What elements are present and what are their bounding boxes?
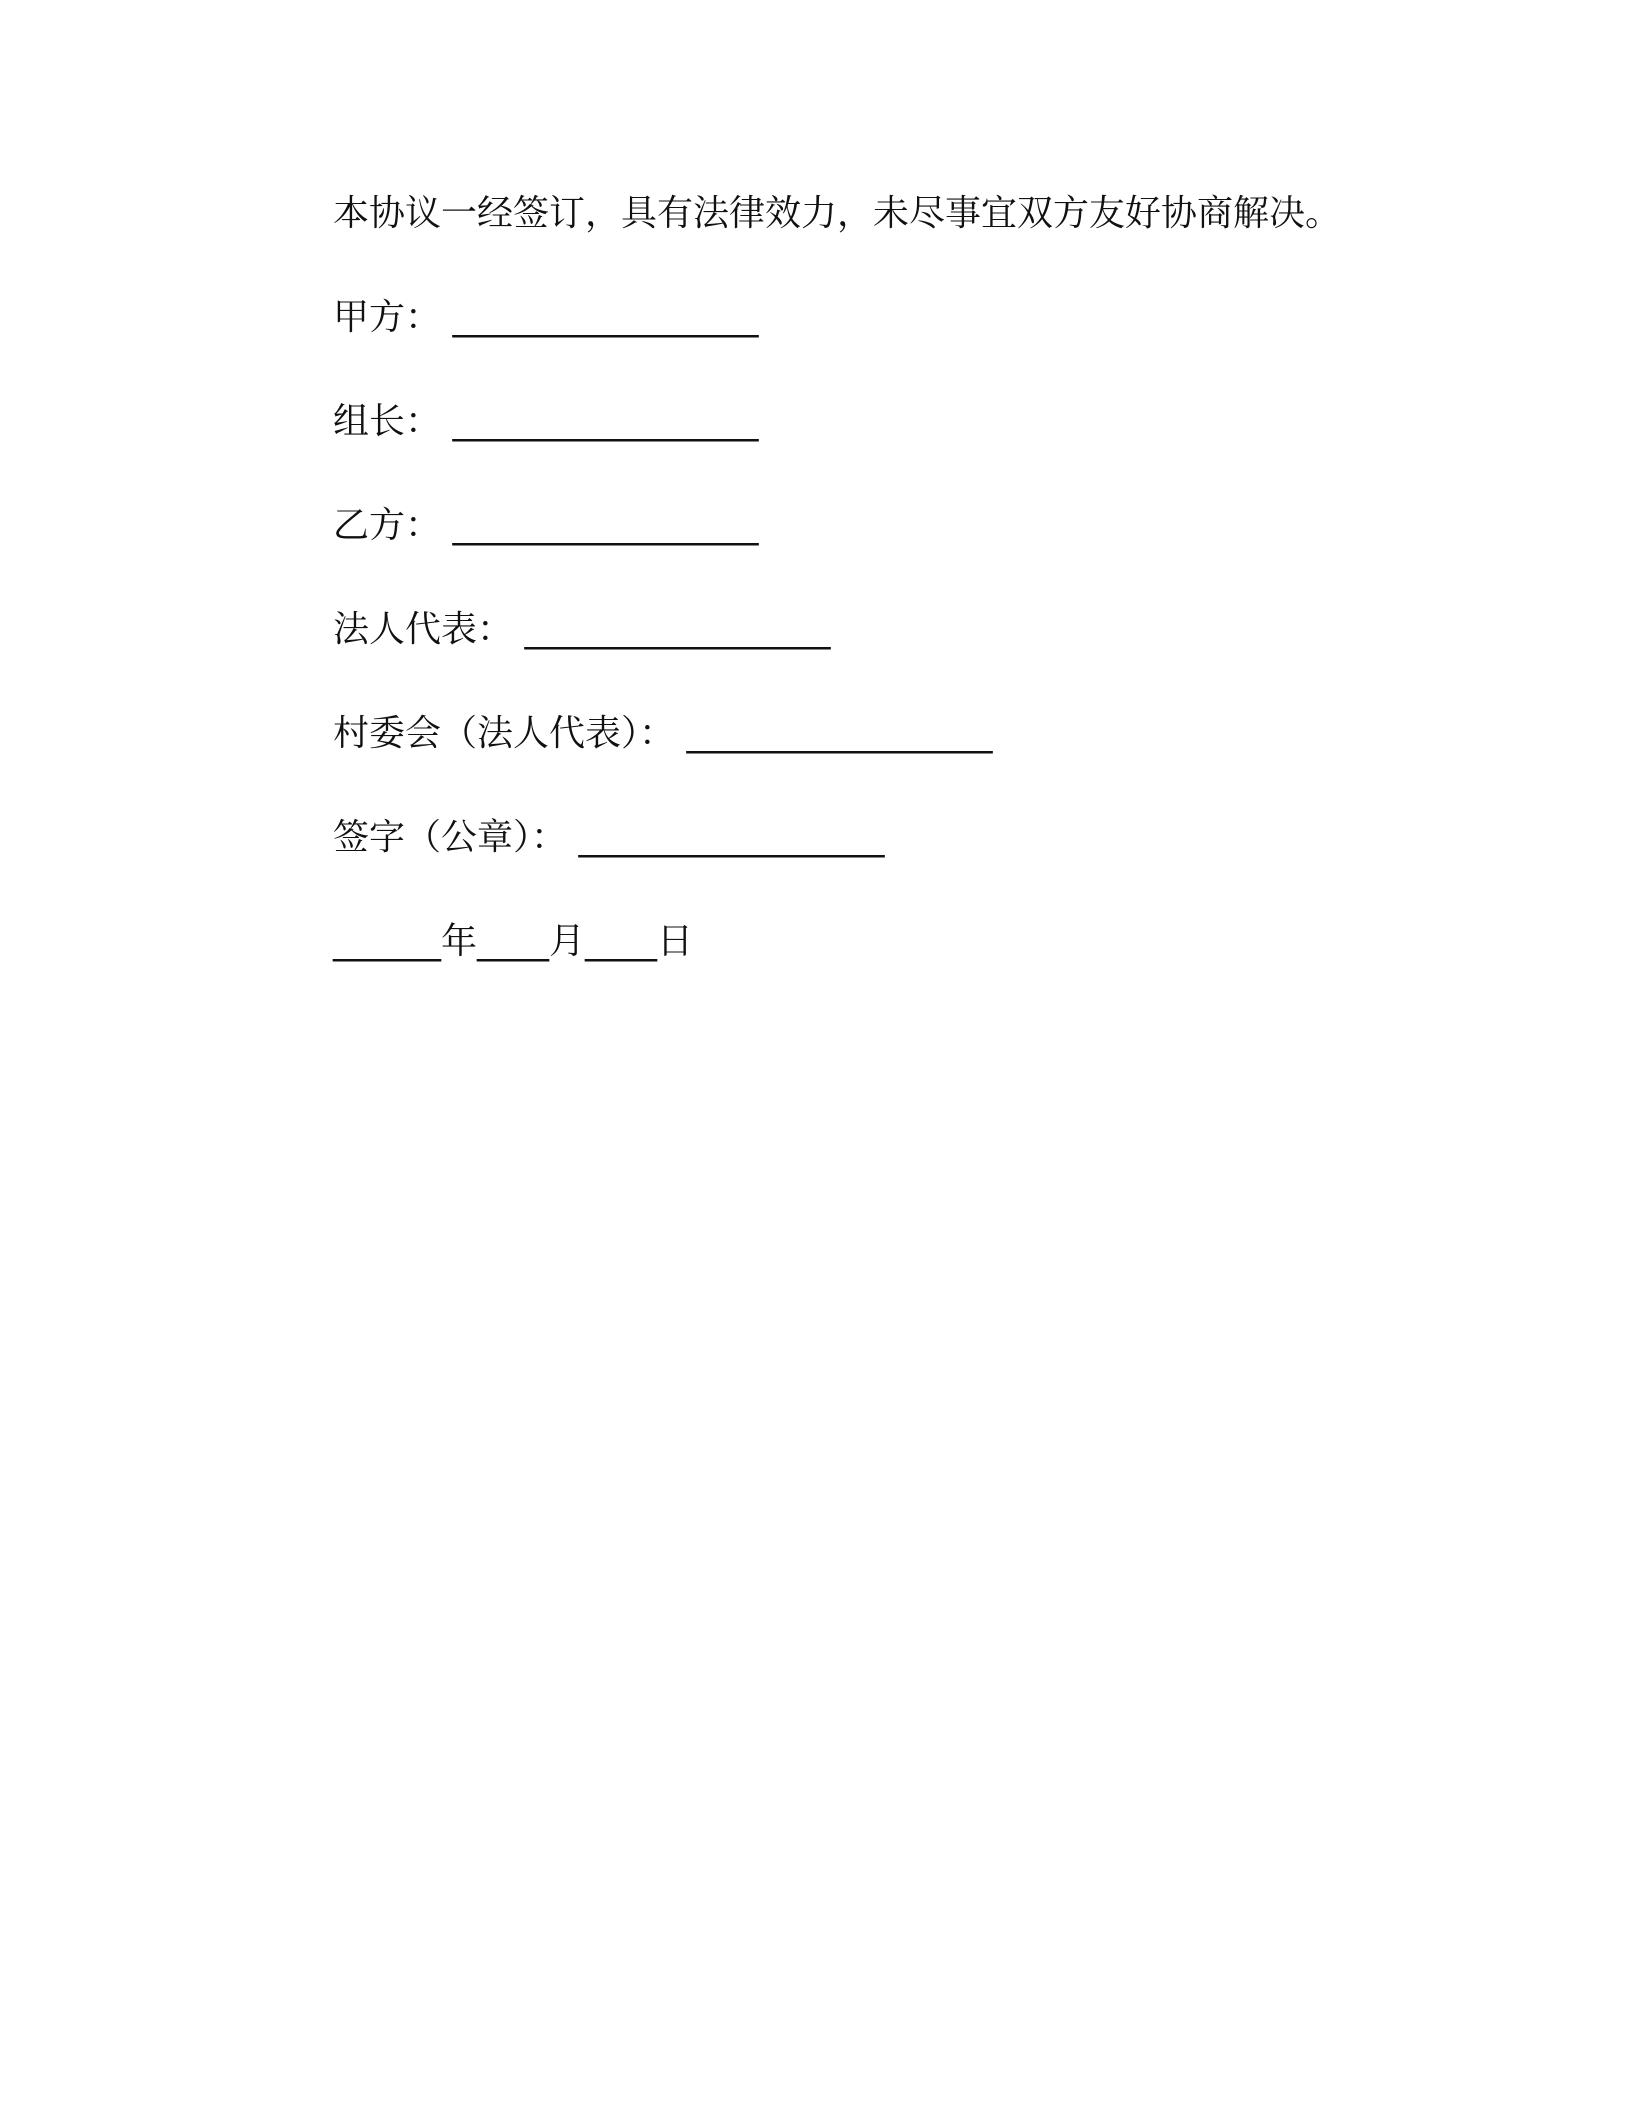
signature-blank: _________________ [524, 609, 831, 650]
closing-paragraph: 本协议一经签订，具有法律效力，未尽事宜双方友好协商解决。 [333, 193, 1342, 234]
document-body [333, 188, 1453, 1020]
signature-label: 组长： [333, 401, 442, 442]
signature-line-party-a [333, 292, 1453, 344]
signature-line-team-leader [333, 396, 1453, 448]
signature-blank: _________________ [452, 401, 759, 442]
signature-label: 签字（公章）： [333, 817, 568, 858]
date-line [333, 916, 1453, 968]
signature-line-seal [333, 812, 1453, 864]
year-blank: ______ [333, 921, 441, 962]
signature-label: 甲方： [333, 297, 442, 338]
day-blank: ____ [585, 921, 658, 962]
day-label: 日 [657, 921, 694, 962]
signature-blank: _________________ [578, 817, 885, 858]
signature-line-village-committee [333, 708, 1453, 760]
signature-line-legal-representative [333, 604, 1453, 656]
signature-label: 法人代表： [333, 609, 514, 650]
signature-label: 乙方： [333, 505, 442, 546]
month-blank: ____ [477, 921, 550, 962]
signature-line-party-b [333, 500, 1453, 552]
signature-label: 村委会（法人代表）： [333, 713, 676, 754]
year-label: 年 [441, 921, 478, 962]
month-label: 月 [549, 921, 586, 962]
signature-blank: _________________ [452, 505, 759, 546]
signature-blank: _________________ [452, 297, 759, 338]
signature-blank: _________________ [686, 713, 993, 754]
